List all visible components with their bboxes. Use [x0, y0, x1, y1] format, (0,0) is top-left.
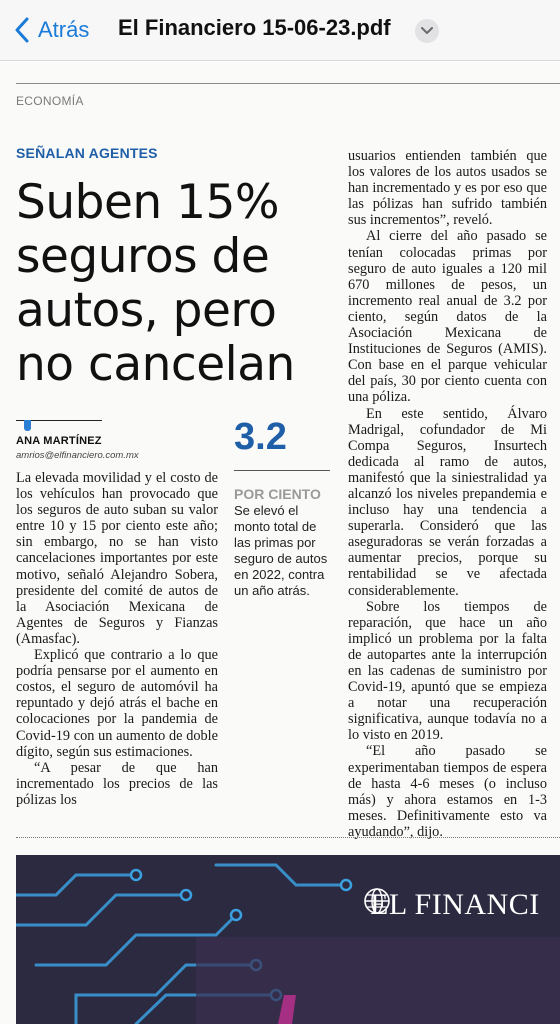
document-title: El Financiero 15-06-23.pdf [118, 15, 391, 40]
article-headline: Suben 15% seguros de autos, pero no cancelan [16, 175, 295, 392]
paragraph: La elevada movilidad y el costo de los vehículos han provocado que los seguros de auto suban su valor entre 10 y 15 por ciento este año; sin embargo, no se han visto cancelaciones importantes por este motivo, señaló Alejandro Sobera, presidente del comité de autos de la Asociación Mexicana de Agentes de Seguros y Fianzas (Amasfac). [16, 470, 218, 647]
paragraph: Sobre los tiempos de reparación, que hace un año implicó un problema por la falta de autopartes ante la interrupción en las cadenas de suministro por Covid-19, apuntó que se empieza a notar una recuperación significativa, aunque todavía no a lo visto en 2019. [348, 598, 547, 744]
advertisement-banner [16, 855, 560, 1024]
section-rule [16, 83, 560, 84]
paragraph: Al cierre del año pasado se tenían colocadas primas por seguro de auto iguales a 120 mil 670 millones de pesos, un incremento real anual de 3.2 por ciento, según datos de la Asociación Mexicana de Instituciones de Seguros (AMIS). Con base en el parque vehicular del país, 30 por ciento cuenta con una póliza. [348, 228, 547, 406]
paragraph: usuarios entienden también que los valores de los autos usados se han incrementado y es por eso que las pólizas han sufrido también sus incrementos”, reveló. [348, 148, 547, 229]
paragraph: “El año pasado se experimentaban tiempos de espera de hasta 4-6 meses (o incluso más) y ahora estamos en 1-3 meses. Definitivamente esto va ayudando”, dijo. [348, 743, 547, 840]
section-label: ECONOMÍA [16, 94, 84, 108]
chevron-left-icon [14, 17, 30, 43]
article-column-1 [16, 470, 218, 808]
chevron-down-icon [421, 27, 433, 35]
stat-description: Se elevó el monto total de las primas por seguro de autos en 2022, contra un año atrás. [234, 503, 328, 598]
back-button[interactable] [14, 14, 89, 46]
globe-logo-icon [364, 888, 390, 914]
paragraph: “A pesar de que han incrementado los precios de las pólizas los [16, 759, 218, 808]
stat-rule [234, 470, 330, 471]
paragraph: En este sentido, Álvaro Madrigal, cofundador de Mi Compa Seguros, Insurtech dedicada al ramo de autos, manifestó que la siniestralidad ya alcanzó los niveles prepandemia e incluso hay una tendencia a superarla. Consideró que las aseguradoras se verán forzadas a aumentar precios, porque su rentabilidad se ve afectada considerablemente. [348, 405, 547, 599]
navigation-bar [0, 0, 560, 61]
article-kicker: SEÑALAN AGENTES [16, 145, 158, 161]
stat-unit: POR CIENTO [234, 486, 321, 502]
ad-brand-name: EL FINANCI [370, 888, 540, 921]
back-label: Atrás [38, 17, 90, 42]
stat-value: 3.2 [234, 416, 287, 458]
byline-marker [24, 420, 31, 431]
article-column-2 [348, 148, 547, 840]
title-menu-button[interactable] [415, 19, 439, 43]
author-name: ANA MARTÍNEZ [16, 435, 102, 447]
paragraph: Explicó que contrario a lo que podría pensarse por el aumento en costos, el seguro de automóvil ha repuntado y dejó atrás el bache en colocaciones por la pandemia de Covid-19 con un aumento de doble dígito, según sus estimaciones. [16, 647, 218, 760]
author-email: amrios@elfinanciero.com.mx [16, 450, 139, 461]
circuit-pattern [16, 855, 560, 1024]
dotted-divider [16, 837, 560, 838]
ad-logo [364, 888, 540, 922]
